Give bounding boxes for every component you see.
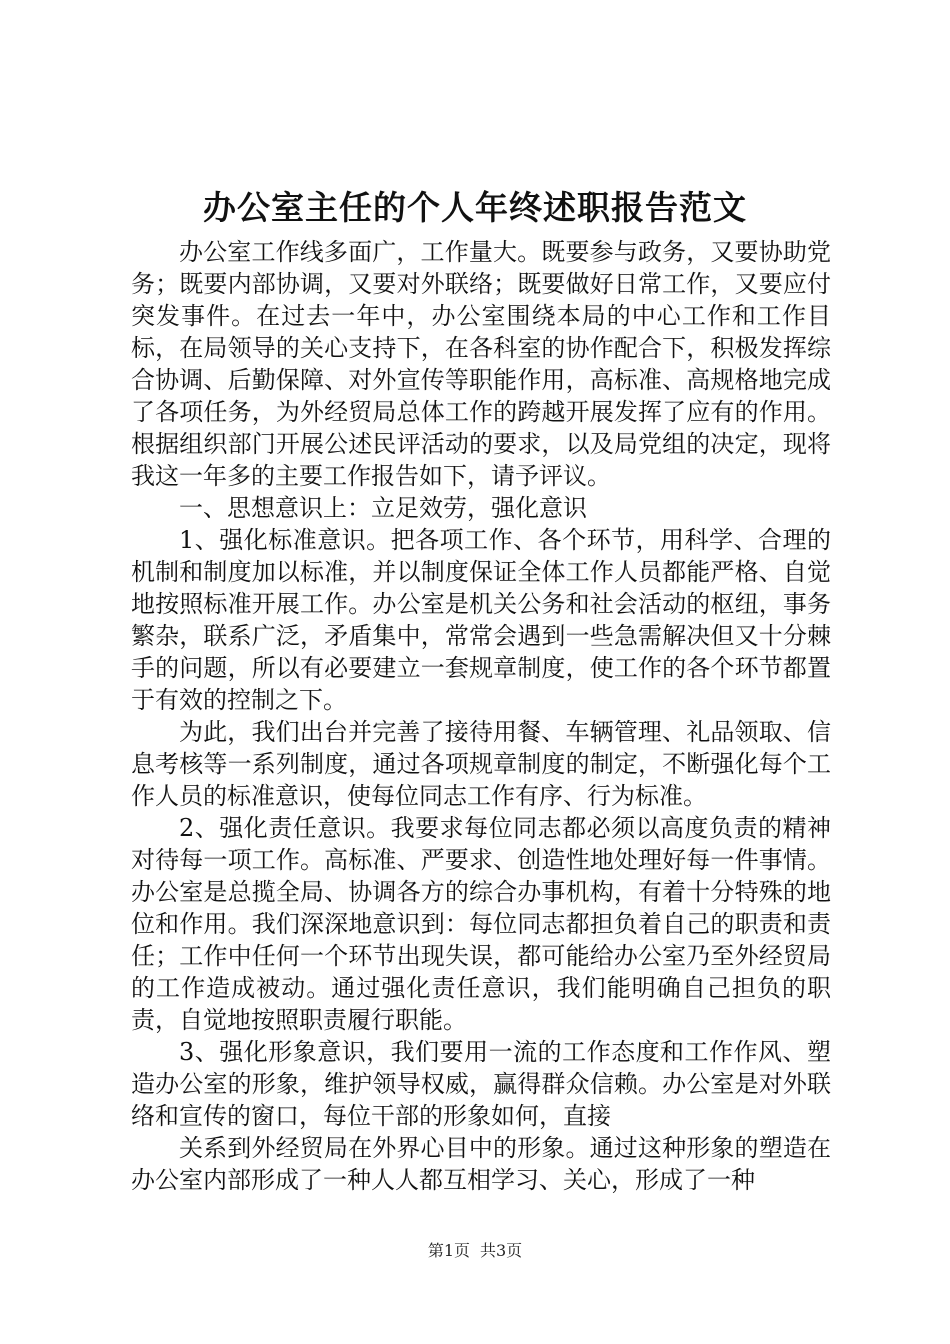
paragraph-regulations: 为此，我们出台并完善了接待用餐、车辆管理、礼品领取、信息考核等一系列制度，通过各项规章制度的制定，不断强化每个工作人员的标准意识，使每位同志工作有序、行为标准。 — [131, 718, 831, 810]
document-title: 办公室主任的个人年终述职报告范文 — [203, 188, 747, 227]
paragraph-continuation: 关系到外经贸局在外界心目中的形象。通过这种形象的塑造在办公室内部形成了一种人人都互相学习、关心，形成了一种 — [131, 1134, 831, 1194]
document-body — [131, 236, 831, 1196]
section-heading: 一、思想意识上：立足效劳，强化意识 — [179, 494, 587, 522]
paragraph-intro: 办公室工作线多面广，工作量大。既要参与政务，又要协助党务；既要内部协调，又要对外联络；既要做好日常工作，又要应付突发事件。在过去一年中，办公室围绕本局的中心工作和工作目标，在局领导的关心支持下，在各科室的协作配合下，积极发挥综合协调、后勤保障、对外宣传等职能作用，高标准、高规格地完成了各项任务，为外经贸局总体工作的跨越开展发挥了应有的作用。根据组织部门开展公述民评活动的要求，以及局党组的决定，现将我这一年多的主要工作报告如下，请予评议。 — [131, 238, 831, 490]
page-total: 共3页 — [480, 1241, 523, 1260]
page-footer — [0, 1240, 950, 1262]
paragraph-image-awareness: 3、强化形象意识，我们要用一流的工作态度和工作作风、塑造办公室的形象，维护领导权威，赢得群众信赖。办公室是对外联络和宣传的窗口，每位干部的形象如何，直接 — [131, 1038, 831, 1130]
paragraph-standard-awareness: 1、强化标准意识。把各项工作、各个环节，用科学、合理的机制和制度加以标准，并以制度保证全体工作人员都能严格、自觉地按照标准开展工作。办公室是机关公务和社会活动的枢纽，事务繁杂，联系广泛，矛盾集中，常常会遇到一些急需解决但又十分棘手的问题，所以有必要建立一套规章制度，使工作的各个环节都置于有效的控制之下。 — [131, 526, 831, 714]
page-number: 第1页 — [427, 1241, 470, 1260]
paragraph-responsibility-awareness: 2、强化责任意识。我要求每位同志都必须以高度负责的精神对待每一项工作。高标准、严要求、创造性地处理好每一件事情。办公室是总揽全局、协调各方的综合办事机构，有着十分特殊的地位和作用。我们深深地意识到：每位同志都担负着自己的职责和责任；工作中任何一个环节出现失误，都可能给办公室乃至外经贸局的工作造成被动。通过强化责任意识，我们能明确自己担负的职责，自觉地按照职责履行职能。 — [131, 814, 831, 1034]
